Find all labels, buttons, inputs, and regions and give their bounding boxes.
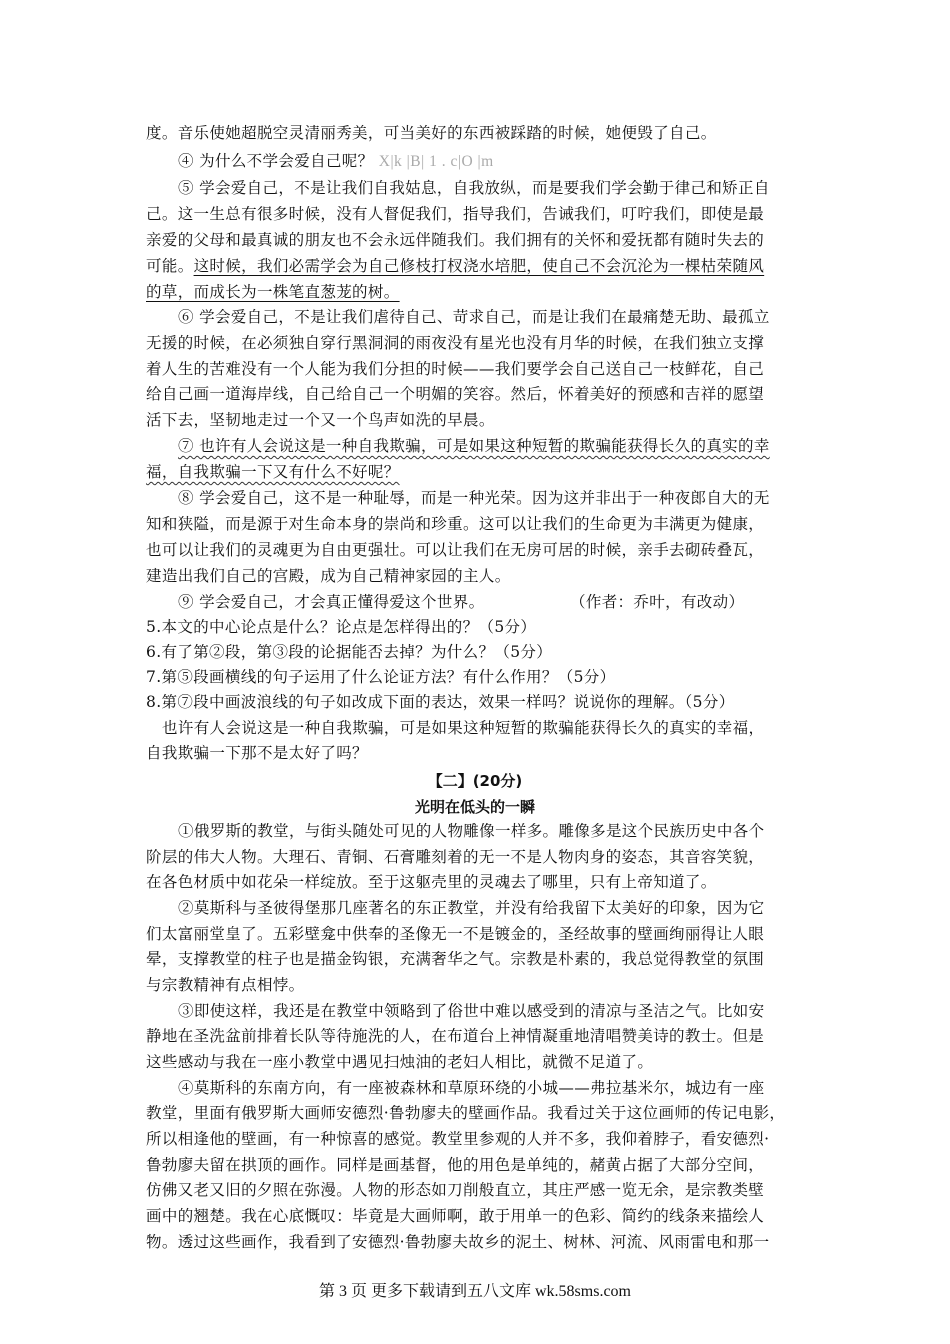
- question-5: 5.本文的中心论点是什么？论点是怎样得出的？（5分）: [146, 618, 537, 636]
- s2-paragraph-2-line: 晕，支撑教堂的柱子也是描金钩银，充满奢华之气。宗教是朴素的，我总觉得教堂的氛围: [146, 950, 765, 968]
- paragraph-9: ⑨ 学会爱自己，才会真正懂得爱这个世界。: [178, 593, 485, 611]
- author-credit: （作者：乔叶，有改动）: [570, 593, 745, 611]
- paragraph-6-line: 活下去，坚韧地走过一个又一个鸟声如洗的早晨。: [146, 411, 495, 429]
- question-7: 7.第⑤段画横线的句子运用了什么论证方法？有什么作用？（5分）: [146, 668, 616, 686]
- paragraph-4-text: ④ 为什么不学会爱自己呢？: [178, 152, 374, 170]
- s2-paragraph-3-line: 静地在圣洗盆前排着长队等待施洗的人，在布道台上神情凝重地清唱赞美诗的教士。但是: [146, 1027, 765, 1045]
- underlined-sentence: 这时候，我们必需学会为自己修枝打杈浇水培肥，使自己不会沉沦为一棵枯荣随风: [193, 257, 765, 275]
- s2-paragraph-3-line: ③即使这样，我还是在教堂中领略到了俗世中难以感受到的清凉与圣洁之气。比如安: [178, 1002, 765, 1020]
- paragraph-7-line: [146, 462, 400, 482]
- s2-paragraph-2-line: 们太富丽堂皇了。五彩壁龛中供奉的圣像无一不是镀金的，圣经故事的壁画绚丽得让人眼: [146, 925, 765, 943]
- paragraph-8-line: 也可以让我们的灵魂更为自由更强壮。可以让我们在无房可居的时候，亲手去砌砖叠瓦，: [146, 541, 765, 559]
- underlined-sentence-end: 的草，而成长为一株笔直葱茏的树。: [146, 283, 400, 301]
- paragraph-5-line: [146, 282, 400, 302]
- s2-paragraph-2-line: ②莫斯科与圣彼得堡那几座著名的东正教堂，并没有给我留下太美好的印象，因为它: [178, 899, 765, 917]
- section-heading: 【二】(20分): [427, 772, 523, 790]
- question-8-rewrite: 也许有人会说这是一种自我欺骗，可是如果这种短暂的欺骗能获得长久的真实的幸福，: [162, 719, 765, 737]
- wavy-sentence-end: 福，自我欺骗一下又有什么不好呢？: [146, 463, 400, 481]
- paragraph-5-line: 己。这一生总有很多时候，没有人督促我们，指导我们，告诫我们，叮咛我们，即使是最: [146, 205, 765, 223]
- paragraph-8-line: ⑧ 学会爱自己，这不是一种耻辱，而是一种光荣。因为这并非出于一种夜郎自大的无: [178, 489, 770, 507]
- question-6: 6.有了第②段，第③段的论据能否去掉？为什么？（5分）: [146, 643, 553, 661]
- paragraph-5-line: [146, 256, 764, 276]
- paragraph-8-line: 建造出我们自己的宫殿，成为自己精神家园的主人。: [146, 567, 511, 585]
- paragraph-5-line: ⑤ 学会爱自己，不是让我们自我姑息，自我放纵，而是要我们学会勤于律己和矫正自: [178, 179, 770, 197]
- s2-paragraph-3-line: 这些感动与我在一座小教堂中遇见扫烛油的老妇人相比，就微不足道了。: [146, 1053, 654, 1071]
- s2-paragraph-4-line: 仿佛又老又旧的夕照在弥漫。人物的形态如刀削般直立，其庄严感一览无余，是宗教类壁: [146, 1181, 765, 1199]
- paragraph-6-line: 给自己画一道海岸线，自己给自己一个明媚的笑容。然后，怀着美好的预感和吉祥的愿望: [146, 385, 765, 403]
- s2-paragraph-4-line: 鲁勃廖夫留在拱顶的画作。同样是画基督，他的用色是单纯的，赭黄占据了大部分空间，: [146, 1156, 765, 1174]
- paragraph-4: [178, 151, 494, 172]
- paragraph-6-line: 无援的时候，在必须独自穿行黑洞洞的雨夜没有星光也没有月华的时候，在我们独立支撑: [146, 334, 765, 352]
- paragraph-5-line: 亲爱的父母和最真诚的朋友也不会永远伴随我们。我们拥有的关怀和爱抚都有随时失去的: [146, 231, 765, 249]
- question-8: 8.第⑦段中画波浪线的句子如改成下面的表达，效果一样吗？说说你的理解。（5分）: [146, 693, 735, 711]
- paragraph-8-line: 知和狭隘，而是源于对生命本身的崇尚和珍重。这可以让我们的生命更为丰满更为健康，: [146, 515, 765, 533]
- page-footer: 第 3 页 更多下载请到五八文库 wk.58sms.com: [318, 1283, 631, 1300]
- paragraph-6-line: ⑥ 学会爱自己，不是让我们虐待自己、苛求自己，而是让我们在最痛楚无助、最孤立: [178, 308, 770, 326]
- s2-paragraph-4-line: 教堂，里面有俄罗斯大画师安德烈·鲁勃廖夫的壁画作品。我看过关于这位画师的传记电影，: [146, 1104, 786, 1122]
- article-title: 光明在低头的一瞬: [414, 798, 535, 816]
- paragraph-7-line: [178, 436, 770, 456]
- paragraph-5-text: 可能。: [146, 257, 194, 275]
- paragraph-3-end: 度。音乐使她超脱空灵清丽秀美，可当美好的东西被踩踏的时候，她便毁了自己。: [146, 124, 717, 142]
- s2-paragraph-4-line: 画中的翘楚。我在心底慨叹：毕竟是大画师啊，敢于用单一的色彩、简约的线条来描绘人: [146, 1207, 765, 1225]
- wavy-sentence: ⑦ 也许有人会说这是一种自我欺骗，可是如果这种短暂的欺骗能获得长久的真实的幸: [178, 437, 770, 455]
- watermark-text: X|k |B| 1 . c|O |m: [378, 153, 494, 170]
- s2-paragraph-2-line: 与宗教精神有点相悖。: [146, 976, 305, 994]
- s2-paragraph-4-line: 物。透过这些画作，我看到了安德烈·鲁勃廖夫故乡的泥土、树林、河流、风雨雷电和那一: [146, 1233, 770, 1251]
- s2-paragraph-1-line: 在各色材质中如花朵一样绽放。至于这躯壳里的灵魂去了哪里，只有上帝知道了。: [146, 873, 717, 891]
- question-8-rewrite: 自我欺骗一下那不是太好了吗？: [146, 744, 368, 762]
- s2-paragraph-1-line: 阶层的伟大人物。大理石、青铜、石膏雕刻着的无一不是人物肉身的姿态，其音容笑貌，: [146, 848, 765, 866]
- s2-paragraph-1-line: ①俄罗斯的教堂，与街头随处可见的人物雕像一样多。雕像多是这个民族历史中各个: [178, 822, 765, 840]
- s2-paragraph-4-line: 所以相逢他的壁画，有一种惊喜的感觉。教堂里参观的人并不多，我仰着脖子，看安德烈·: [146, 1130, 770, 1148]
- paragraph-6-line: 着人生的苦难没有一个人能为我们分担的时候——我们要学会自己送自己一枝鲜花，自己: [146, 360, 765, 378]
- s2-paragraph-4-line: ④莫斯科的东南方向，有一座被森林和草原环绕的小城——弗拉基米尔，城边有一座: [178, 1079, 765, 1097]
